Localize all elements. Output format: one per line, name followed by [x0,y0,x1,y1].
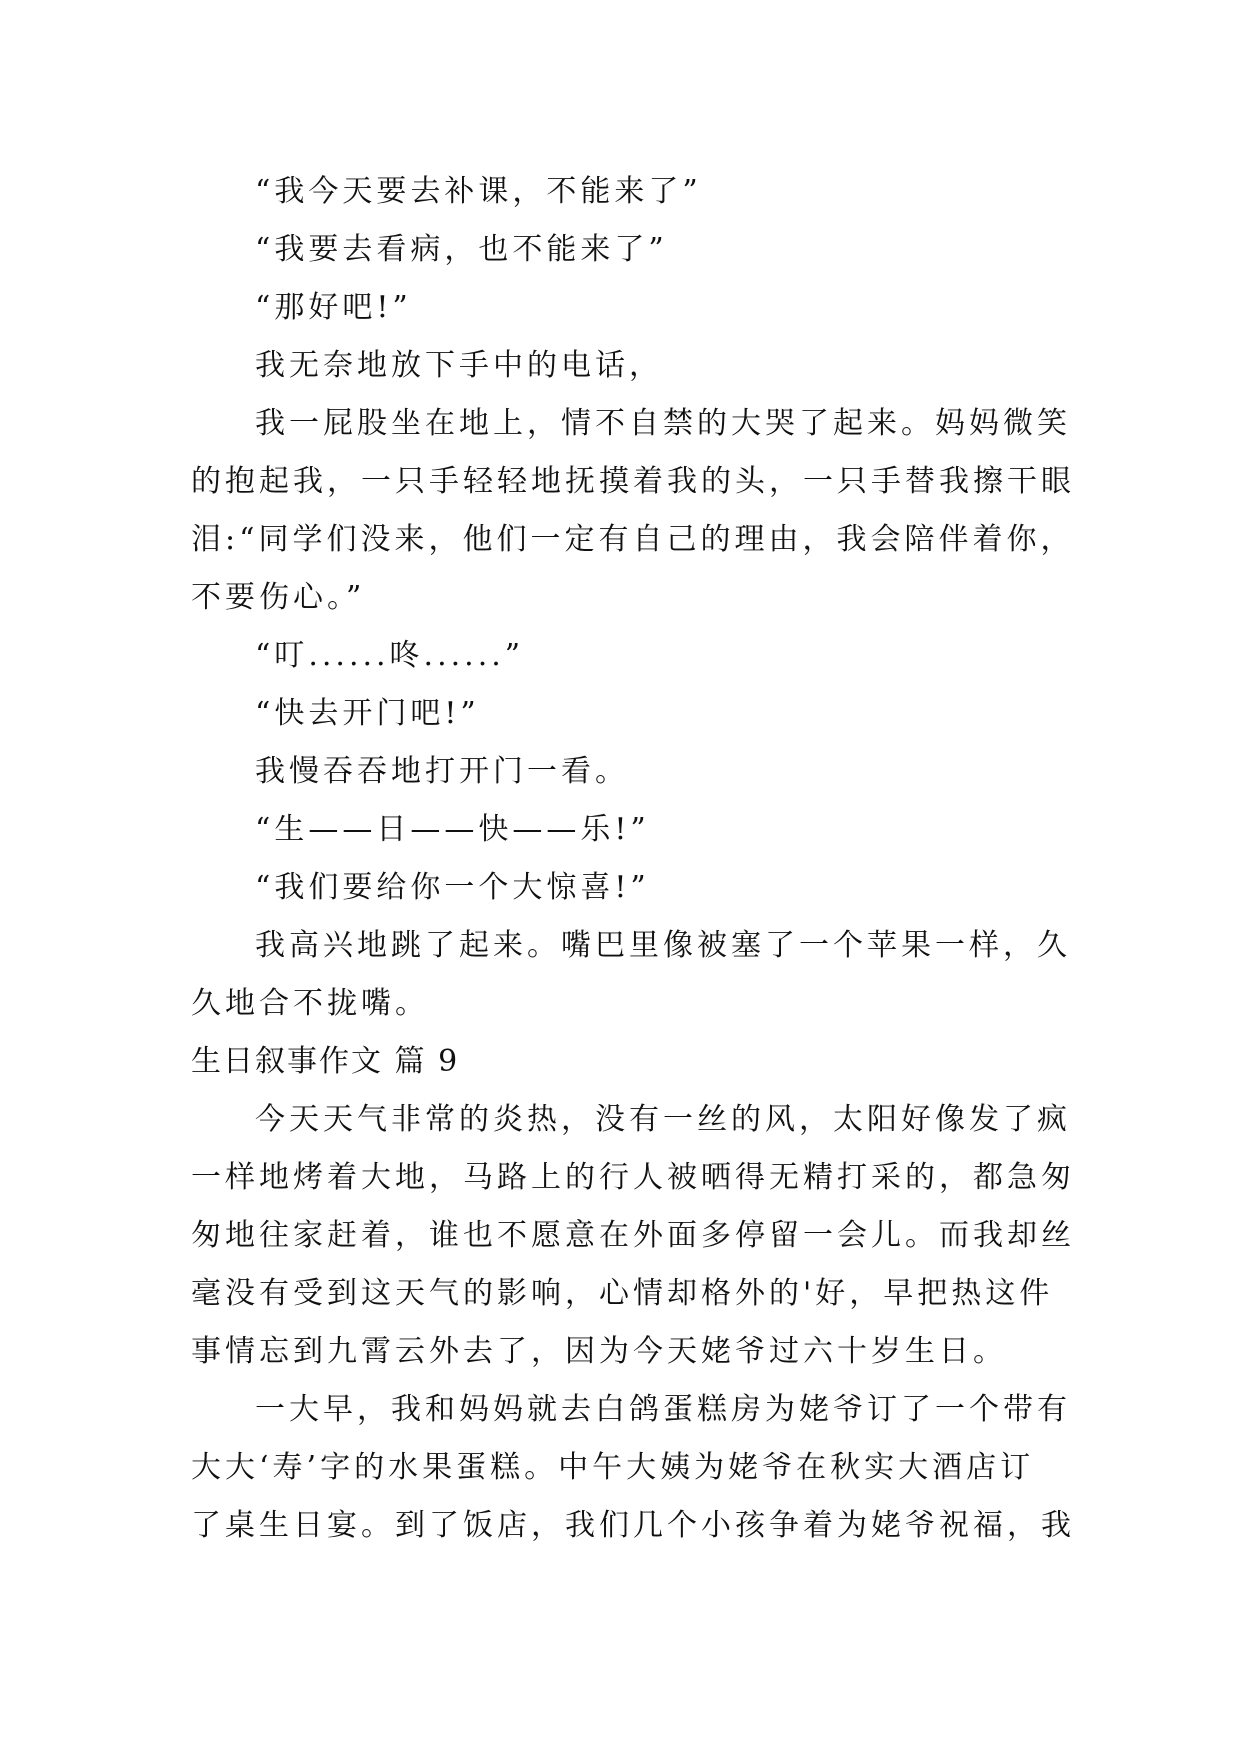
paragraph-line: 不要伤心。” [191,580,366,615]
dialogue-line: “生——日——快——乐!” [255,812,650,847]
paragraph-line: 今天天气非常的炎热，没有一丝的风，太阳好像发了疯 [255,1102,1071,1137]
paragraph-line: 了桌生日宴。到了饭店，我们几个小孩争着为姥爷祝福，我 [191,1508,1075,1543]
dialogue-line: “我今天要去补课，不能来了” [255,174,702,209]
section-heading: 生日叙事作文 篇 9 [191,1044,460,1079]
paragraph-line: 我高兴地跳了起来。嘴巴里像被塞了一个苹果一样，久 [255,928,1071,963]
paragraph-line: 泪:“同学们没来，他们一定有自己的理由，我会陪伴着你， [191,522,1075,557]
paragraph-line: 大大‘寿’字的水果蛋糕。中午大姨为姥爷在秋实大酒店订 [191,1450,1035,1485]
dialogue-line: “叮......咚......” [255,638,525,673]
paragraph-line: 的抱起我，一只手轻轻地抚摸着我的头，一只手替我擦干眼 [191,464,1075,499]
paragraph-line: 一大早，我和妈妈就去白鸽蛋糕房为姥爷订了一个带有 [255,1392,1071,1427]
paragraph-line: 我一屁股坐在地上，情不自禁的大哭了起来。妈妈微笑 [255,406,1071,441]
paragraph-line: 匆地往家赶着，谁也不愿意在外面多停留一会儿。而我却丝 [191,1218,1075,1253]
dialogue-line: “我要去看病，也不能来了” [255,232,668,267]
dialogue-line: “快去开门吧!” [255,696,480,731]
dialogue-line: “那好吧!” [255,290,412,325]
paragraph-line: 事情忘到九霄云外去了，因为今天姥爷过六十岁生日。 [191,1334,1007,1369]
paragraph-line: 我慢吞吞地打开门一看。 [255,754,629,789]
dialogue-line: “我们要给你一个大惊喜!” [255,870,650,905]
paragraph-line: 我无奈地放下手中的电话， [255,348,663,383]
paragraph-line: 毫没有受到这天气的影响，心情却格外的'好，早把热这件 [191,1276,1054,1311]
paragraph-line: 久地合不拢嘴。 [191,986,429,1021]
paragraph-line: 一样地烤着大地，马路上的行人被晒得无精打采的，都急匆 [191,1160,1075,1195]
document-body [191,163,1075,1555]
